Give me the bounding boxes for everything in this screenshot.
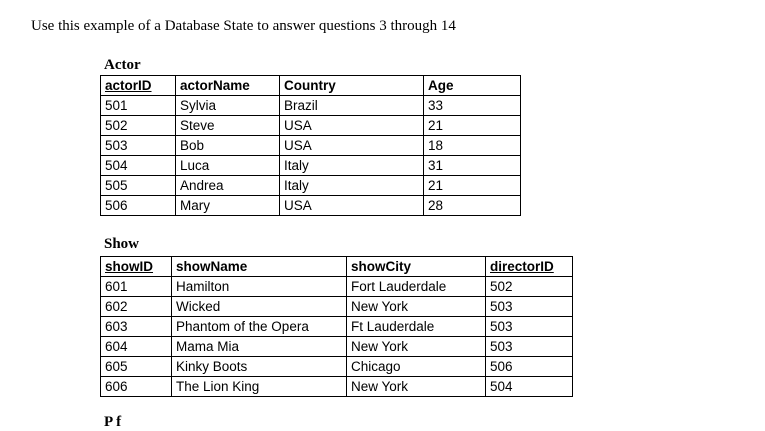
- cell-directorid: 503: [486, 297, 573, 317]
- table-row: [101, 317, 573, 337]
- show-table: [100, 256, 573, 397]
- cell-actorname: Steve: [176, 116, 280, 136]
- column-header-showname: showName: [172, 257, 347, 277]
- cell-showid: 605: [101, 357, 172, 377]
- cell-actorid: 506: [101, 196, 176, 216]
- cell-showname: The Lion King: [172, 377, 347, 397]
- table-row: [101, 176, 521, 196]
- cell-actorid: 503: [101, 136, 176, 156]
- cell-showid: 604: [101, 337, 172, 357]
- cell-actorid: 505: [101, 176, 176, 196]
- cell-country: USA: [280, 116, 424, 136]
- column-header-actorid: actorID: [101, 76, 176, 96]
- cell-actorid: 501: [101, 96, 176, 116]
- column-header-showcity: showCity: [347, 257, 486, 277]
- cell-directorid: 503: [486, 337, 573, 357]
- table-row: [101, 277, 573, 297]
- table-row: [101, 96, 521, 116]
- cell-country: Italy: [280, 156, 424, 176]
- table-row: [101, 297, 573, 317]
- column-header-country: Country: [280, 76, 424, 96]
- column-header-actorname: actorName: [176, 76, 280, 96]
- cell-showcity: New York: [347, 377, 486, 397]
- cell-country: Italy: [280, 176, 424, 196]
- cell-actorname: Mary: [176, 196, 280, 216]
- cell-actorname: Sylvia: [176, 96, 280, 116]
- column-header-directorid: directorID: [486, 257, 573, 277]
- cell-showname: Kinky Boots: [172, 357, 347, 377]
- cell-actorid: 504: [101, 156, 176, 176]
- cell-directorid: 502: [486, 277, 573, 297]
- column-header-age: Age: [424, 76, 521, 96]
- cell-showname: Wicked: [172, 297, 347, 317]
- cell-showcity: Chicago: [347, 357, 486, 377]
- show-table-title: Show: [104, 236, 140, 252]
- cell-country: Brazil: [280, 96, 424, 116]
- table-header-row: [101, 257, 573, 277]
- cell-showname: Phantom of the Opera: [172, 317, 347, 337]
- table-header-row: [101, 76, 521, 96]
- cell-actorname: Luca: [176, 156, 280, 176]
- cell-directorid: 504: [486, 377, 573, 397]
- cell-country: USA: [280, 136, 424, 156]
- cell-directorid: 506: [486, 357, 573, 377]
- actor-table: [100, 75, 521, 216]
- cell-age: 31: [424, 156, 521, 176]
- column-header-showid: showID: [101, 257, 172, 277]
- cell-age: 28: [424, 196, 521, 216]
- cell-age: 21: [424, 116, 521, 136]
- cell-age: 18: [424, 136, 521, 156]
- cell-actorname: Bob: [176, 136, 280, 156]
- table-row: [101, 116, 521, 136]
- cell-actorid: 502: [101, 116, 176, 136]
- table-row: [101, 377, 573, 397]
- cell-showid: 602: [101, 297, 172, 317]
- table-row: [101, 337, 573, 357]
- actor-table-title: Actor: [104, 57, 141, 73]
- cell-showid: 606: [101, 377, 172, 397]
- table-row: [101, 136, 521, 156]
- table-row: [101, 156, 521, 176]
- cell-showcity: Fort Lauderdale: [347, 277, 486, 297]
- cell-showcity: New York: [347, 297, 486, 317]
- cell-country: USA: [280, 196, 424, 216]
- cell-age: 21: [424, 176, 521, 196]
- cell-directorid: 503: [486, 317, 573, 337]
- cell-showid: 601: [101, 277, 172, 297]
- cell-showname: Hamilton: [172, 277, 347, 297]
- cell-age: 33: [424, 96, 521, 116]
- cell-showcity: Ft Lauderdale: [347, 317, 486, 337]
- table-row: [101, 357, 573, 377]
- table-row: [101, 196, 521, 216]
- cell-showname: Mama Mia: [172, 337, 347, 357]
- cell-actorname: Andrea: [176, 176, 280, 196]
- instructions-text: Use this example of a Database State to answer questions 3 through 14: [31, 18, 456, 34]
- cell-showid: 603: [101, 317, 172, 337]
- cell-showcity: New York: [347, 337, 486, 357]
- next-section-title-partial: P f: [104, 414, 122, 430]
